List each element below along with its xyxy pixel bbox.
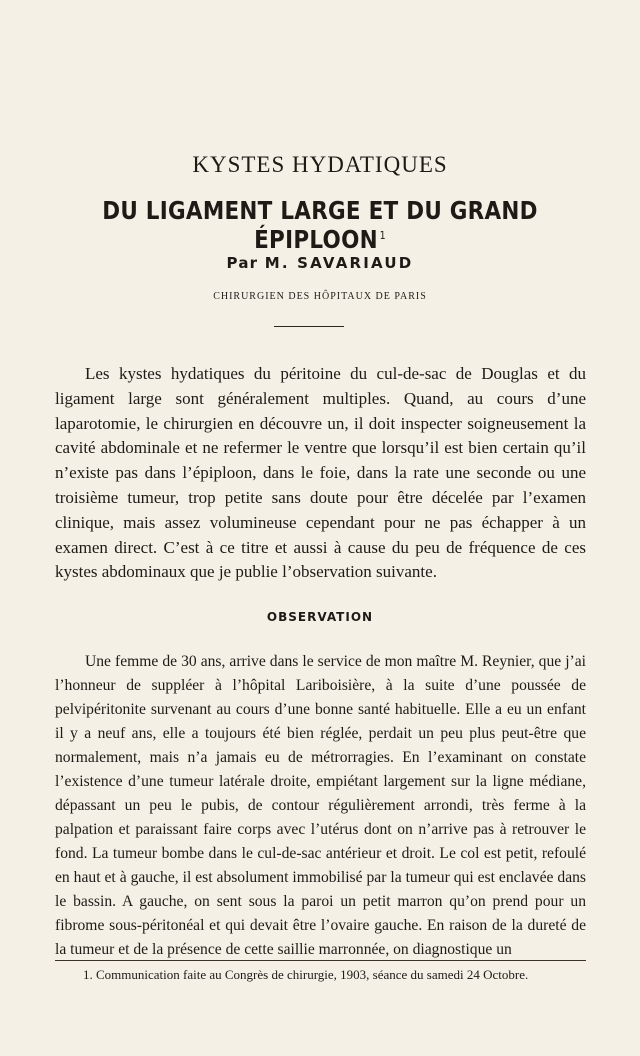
author-affiliation: CHIRURGIEN DES HÔPITAUX DE PARIS xyxy=(213,291,427,302)
observation-paragraph: Une femme de 30 ans, arrive dans le service de mon maître M. Reynier, que j’ai l’honneur de suppléer à l’hôpital Lariboisière, à la suite d’une poussée de pelvipéritonite survenant au cours d’une bonne santé habituelle. Elle a eu un enfant il y a neuf ans, elle a toujours été bien réglée, perdait un peu plus peut-être que normalement, mais n’a jamais eu de métrorragies. En l’examinant on constate l’existence d’une tumeur latérale droite, empiétant largement sur la ligne médiane, dépassant un peu le pubis, de contour régulièrement arrondi, très ferme à la palpation et paraissant faire corps avec l’utérus dont on n’arrive pas à retrouver le fond. La tumeur bombe dans le cul-de-sac antérieur et droit. Le col est petit, refoulé en haut et à gauche, il est absolument immobilisé par la tumeur qui est enclavée dans le bassin. A gauche, on sent sous la paroi un petit marron qu’on prend pour un fibrome sous-péritonéal et qui devait être l’ovaire gauche. En raison de la dureté de la tumeur et de la présence de cette saillie marronnée, on diagnostique un xyxy=(55,653,586,958)
footnote: 1. Communication faite au Congrès de chirurgie, 1903, séance du samedi 24 Octobre. xyxy=(83,967,529,982)
footnote-divider xyxy=(55,960,586,961)
intro-paragraph: Les kystes hydatiques du péritoine du cul-de-sac de Douglas et du ligament large sont généralement multiples. Quand, au cours d’une laparotomie, le chirurgien en découvre un, il doit inspecter soigneusement la cavité abdominale et ne refermer le ventre que lorsqu’il est bien certain qu’il n’existe pas dans l’épiploon, dans le foie, dans la rate une seconde ou une troisième tumeur, trop petite sans doute pour être décelée par l’examen clinique, mais assez volumineuse cependant pour ne pas échapper à un examen direct. C’est à ce titre et aussi à cause du peu de fréquence de ces kystes abdominaux que je publie l’observation suivante. xyxy=(55,364,586,582)
section-heading: OBSERVATION xyxy=(266,610,374,624)
title-line-2-text: DU LIGAMENT LARGE ET DU GRAND ÉPIPLOON xyxy=(102,196,538,254)
author-name: M. SAVARIAUD xyxy=(264,254,414,272)
title-footnote-marker[interactable]: 1 xyxy=(379,228,386,242)
author-line xyxy=(0,254,640,272)
title-line-2 xyxy=(45,196,595,254)
author-prefix: Par xyxy=(226,254,259,272)
title-line-1: KYSTES HYDATIQUES xyxy=(192,152,448,177)
title-divider xyxy=(274,326,344,327)
